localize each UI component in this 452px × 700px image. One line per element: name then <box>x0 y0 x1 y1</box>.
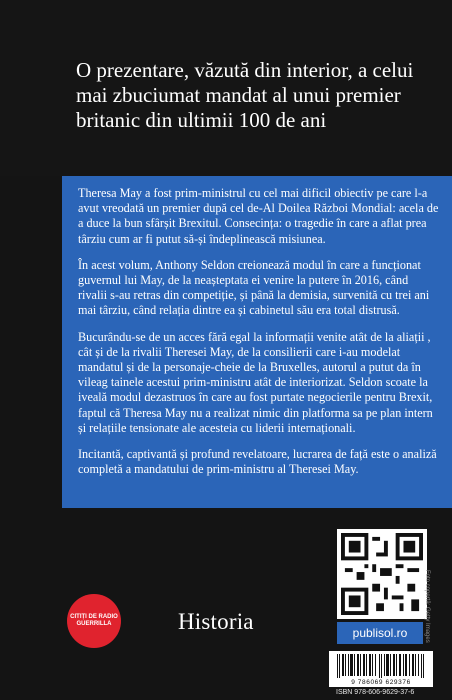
blurb-paragraph: Bucurându-se de un acces fără egal la informații venite atât de la aliații , cât și de la rivalii Theresei May, de la consilierii care i-au modelat mandatul și de la personaje-cheie de la Bruxelles, autorul a putut da în vileag tainele acestui prim-ministru atât de interiorizat. Seldon scoate la iveală modul dezastruos în care au fost purtate negocierile pentru Brexit, faptul că Theresa May nu a realizat nimic din platforma sa pe plan intern și relațiile tensionate ale acesteia cu liderii internaționali. <box>78 329 433 435</box>
qr-code-icon <box>337 529 427 619</box>
barcode <box>329 651 433 687</box>
blurb-panel <box>62 176 452 508</box>
blurb-text <box>78 186 440 488</box>
barcode-icon <box>329 651 433 678</box>
headline-band <box>0 0 452 176</box>
footer <box>0 508 452 700</box>
badge-text: CITIȚI DE RADIO GUERRILLA <box>70 614 118 627</box>
blurb-paragraph: În acest volum, Anthony Seldon creionează modul în care a funcționat guvernul lui May, de la neașteptata ei venire la putere în 2016, când rivalii s-au retras din competiție, și până la demisia, survenită cu trei ani mai târziu, când relația dintre ea și cabinetul său era total distrusă. <box>78 257 430 318</box>
headline-text: O prezentare, văzută din interior, a celui mai zbuciumat mandat al unui premier britanic din ultimii 100 de ani <box>76 58 414 132</box>
radio-guerrilla-badge <box>67 594 121 648</box>
barcode-number: 9 786069 629376 <box>351 679 411 686</box>
publisher-website: publisol.ro <box>337 622 423 644</box>
blurb-paragraph: Incitantă, captivantă și profund revelatoare, lucrarea de față este o analiză completă a mandatului de prim-ministru al Theresei May. <box>78 447 437 477</box>
historia-logo: Historia <box>178 609 254 634</box>
isbn: ISBN 978-606-9629-37-6 <box>336 689 415 696</box>
blurb-paragraph: Theresa May a fost prim-ministrul cu cel mai dificil obiectiv pe care l-a avut vreodată un premier după cel de-Al Doilea Război Mondial: acela de a duce la bun sfârșit Brexitul. Consecința: o tragedie în care a aflat prea târziu cum ar fi putut să-și îndeplinească misiunea. <box>78 186 439 246</box>
photo-credit: Foto copertă: Getty Images <box>424 570 430 643</box>
